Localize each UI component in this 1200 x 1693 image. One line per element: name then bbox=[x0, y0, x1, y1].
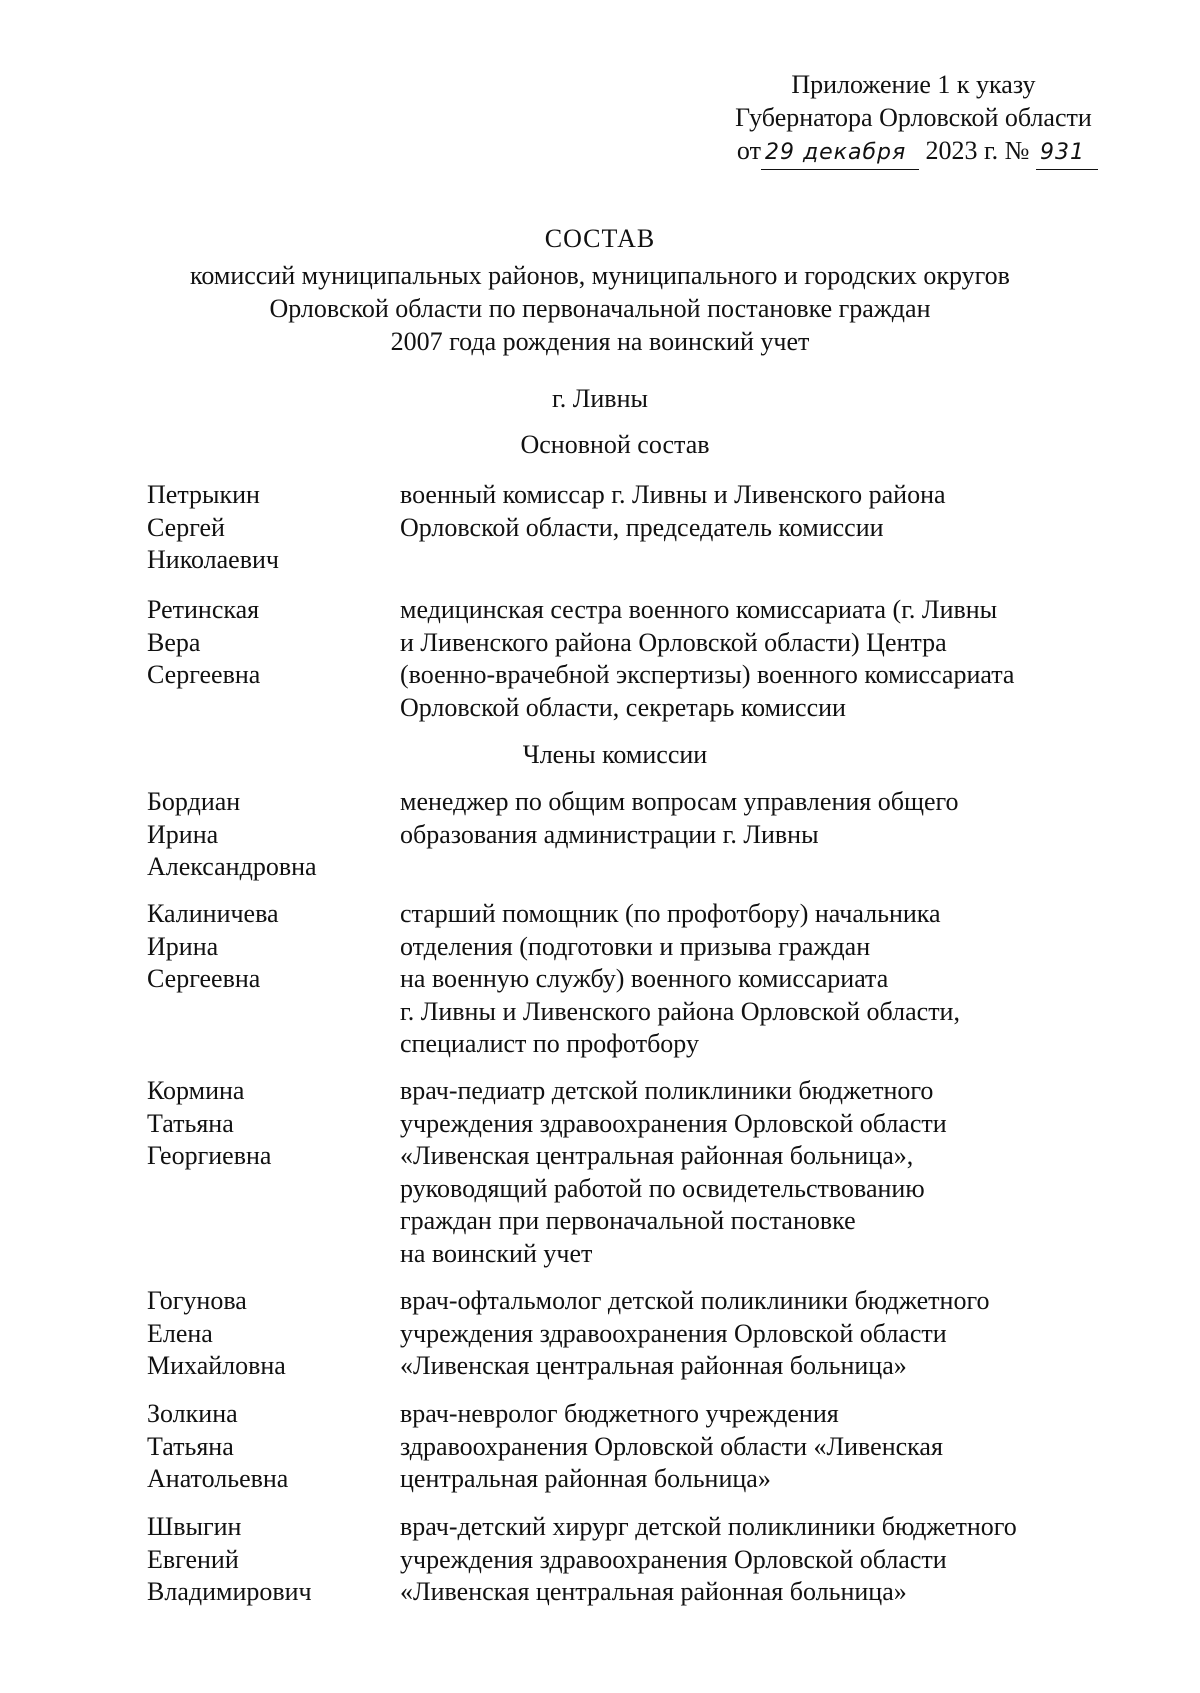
member-role: врач-невролог бюджетного учреждения здравоохранения Орловской области «Ливенская центральная районная больница» bbox=[400, 1399, 943, 1493]
annex-date-line bbox=[729, 134, 1098, 170]
document-title bbox=[0, 222, 1200, 358]
member-name: Бордиан Ирина Александровна bbox=[147, 787, 317, 881]
member-role: врач-офтальмолог детской поликлиники бюджетного учреждения здравоохранения Орловской области «Ливенская центральная районная больница» bbox=[400, 1286, 990, 1380]
member-role: менеджер по общим вопросам управления общего образования администрации г. Ливны bbox=[400, 787, 959, 849]
member-name: Швыгин Евгений Владимирович bbox=[147, 1512, 312, 1606]
title-line-2: Орловской области по первоначальной постановке граждан bbox=[269, 294, 931, 323]
date-prefix: от bbox=[736, 136, 761, 165]
handwritten-number: 931 bbox=[1036, 136, 1098, 170]
member-name: Ретинская Вера Сергеевна bbox=[147, 595, 261, 689]
member-name: Петрыкин Сергей Николаевич bbox=[147, 480, 279, 574]
member-role: медицинская сестра военного комиссариата (г. Ливны и Ливенского района Орловской области) Центра (военно-врачебной экспертизы) военного комиссариата Орловской области, секретарь комиссии bbox=[400, 595, 1015, 722]
annex-line-1: Приложение 1 к указу bbox=[791, 70, 1036, 99]
city-heading: г. Ливны bbox=[552, 384, 648, 413]
annex-header bbox=[729, 68, 1098, 170]
member-name: Гогунова Елена Михайловна bbox=[147, 1286, 286, 1380]
member-role: врач-детский хирург детской поликлиники бюджетного учреждения здравоохранения Орловской области «Ливенская центральная районная больница» bbox=[400, 1512, 1017, 1606]
handwritten-date: 29 декабря bbox=[761, 136, 919, 170]
title-heading: СОСТАВ bbox=[544, 224, 656, 253]
members-section-heading: Члены комиссии bbox=[522, 740, 708, 769]
member-name: Калиничева Ирина Сергеевна bbox=[147, 899, 279, 993]
annex-line-2: Губернатора Орловской области bbox=[735, 103, 1092, 132]
year-text: 2023 г. № bbox=[925, 136, 1030, 165]
member-role: врач-педиатр детской поликлиники бюджетного учреждения здравоохранения Орловской области «Ливенская центральная районная больница», руководящий работой по освидетельствованию граждан при первоначальной постановке на воинский учет bbox=[400, 1076, 947, 1268]
member-role: старший помощник (по профотбору) начальника отделения (подготовки и призыва граждан на военную службу) военного комиссариата г. Ливны и Ливенского района Орловской области, специалист по профотбору bbox=[400, 899, 960, 1058]
main-section-heading: Основной состав bbox=[520, 430, 710, 459]
member-name: Золкина Татьяна Анатольевна bbox=[147, 1399, 289, 1493]
title-line-3: 2007 года рождения на воинский учет bbox=[390, 327, 810, 356]
member-role: военный комиссар г. Ливны и Ливенского района Орловской области, председатель комиссии bbox=[400, 480, 946, 542]
title-line-1: комиссий муниципальных районов, муниципального и городских округов bbox=[190, 261, 1010, 290]
member-name: Кормина Татьяна Георгиевна bbox=[147, 1076, 272, 1170]
